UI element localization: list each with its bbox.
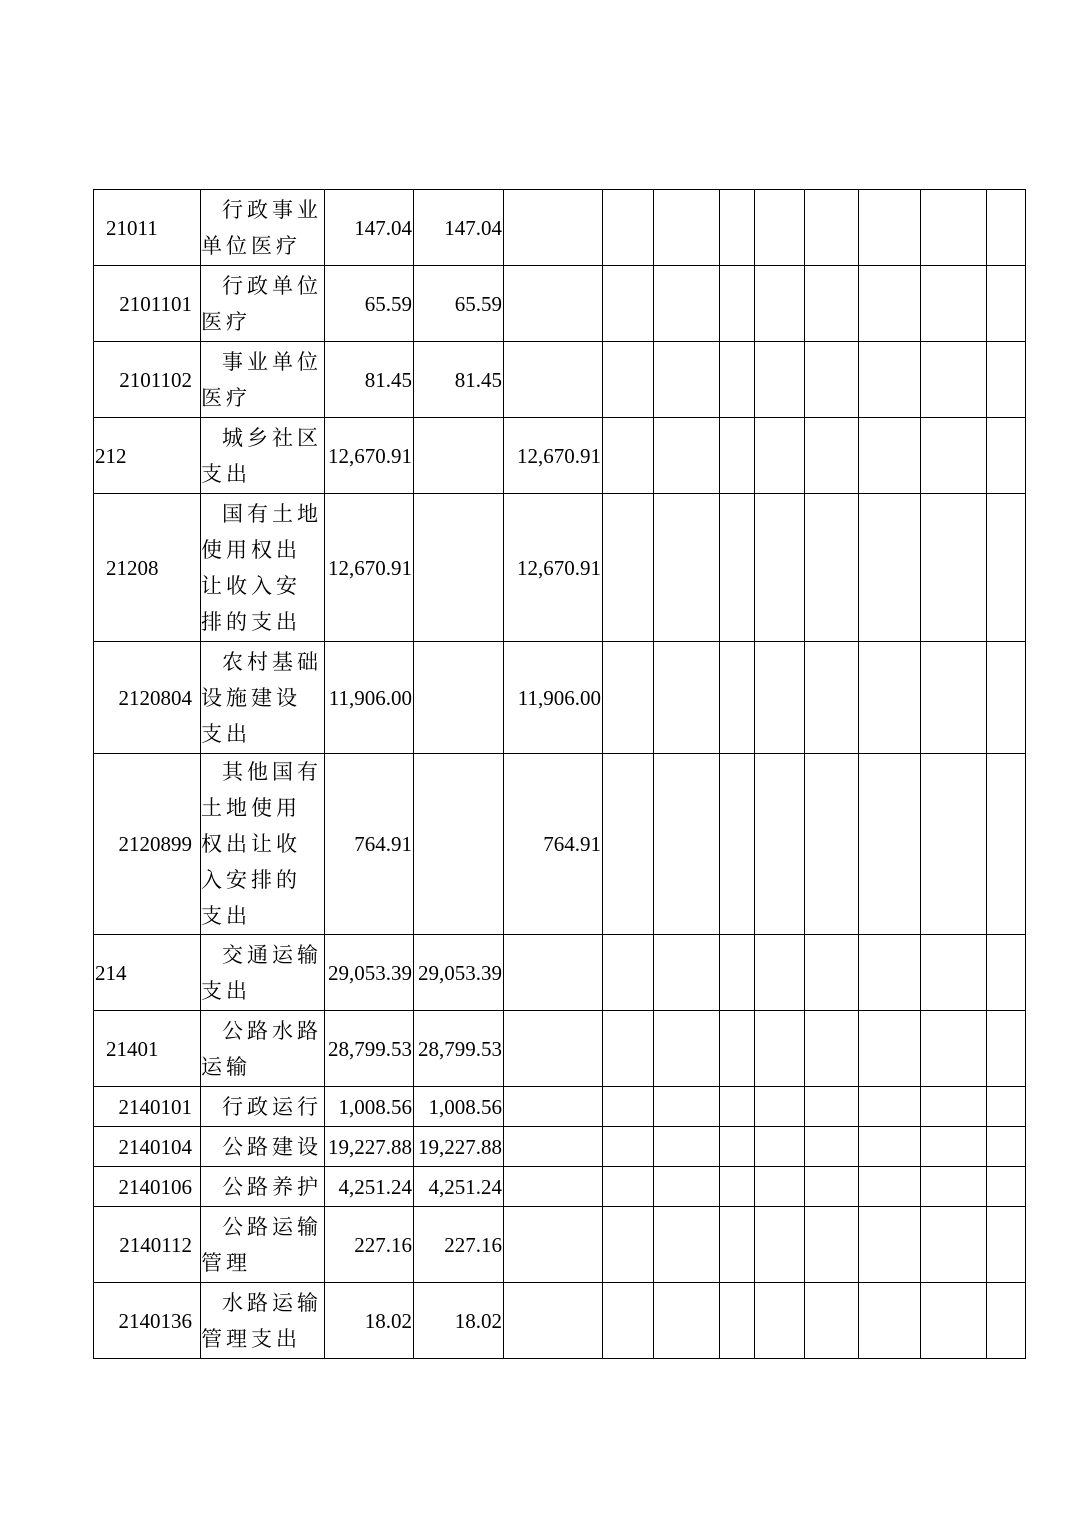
project-expenditure-cell	[504, 1087, 603, 1127]
total-amount-cell: 28,799.53	[325, 1011, 414, 1087]
empty-cell	[987, 190, 1026, 266]
table-row	[94, 190, 1026, 266]
empty-cell	[987, 754, 1026, 935]
total-amount-cell: 11,906.00	[325, 642, 414, 754]
empty-cell	[755, 1011, 805, 1087]
basic-expenditure-cell: 29,053.39	[414, 935, 504, 1011]
empty-cell	[859, 754, 921, 935]
empty-cell	[921, 494, 987, 642]
project-expenditure-cell	[504, 1283, 603, 1359]
empty-cell	[859, 342, 921, 418]
subject-code-cell: 2140106	[94, 1167, 201, 1207]
empty-cell	[720, 266, 755, 342]
subject-name-cell: 公路水路运输	[201, 1011, 325, 1087]
empty-cell	[654, 1127, 720, 1167]
project-expenditure-cell	[504, 1207, 603, 1283]
total-amount-cell: 1,008.56	[325, 1087, 414, 1127]
empty-cell	[720, 1167, 755, 1207]
table-row	[94, 642, 1026, 754]
empty-cell	[987, 494, 1026, 642]
empty-cell	[654, 1087, 720, 1127]
empty-cell	[755, 1207, 805, 1283]
subject-code-cell: 2140136	[94, 1283, 201, 1359]
empty-cell	[603, 1207, 654, 1283]
empty-cell	[921, 190, 987, 266]
table-row	[94, 1087, 1026, 1127]
total-amount-cell: 147.04	[325, 190, 414, 266]
empty-cell	[755, 494, 805, 642]
empty-cell	[654, 418, 720, 494]
empty-cell	[654, 1011, 720, 1087]
empty-cell	[720, 1087, 755, 1127]
empty-cell	[859, 642, 921, 754]
empty-cell	[755, 642, 805, 754]
table-row	[94, 418, 1026, 494]
empty-cell	[859, 1207, 921, 1283]
table-row	[94, 494, 1026, 642]
table-body	[94, 190, 1026, 1359]
empty-cell	[987, 642, 1026, 754]
empty-cell	[987, 1167, 1026, 1207]
subject-name-cell: 城乡社区支出	[201, 418, 325, 494]
empty-cell	[654, 190, 720, 266]
empty-cell	[603, 494, 654, 642]
table-row	[94, 342, 1026, 418]
basic-expenditure-cell	[414, 642, 504, 754]
subject-code-cell: 2120899	[94, 754, 201, 935]
project-expenditure-cell	[504, 1011, 603, 1087]
empty-cell	[921, 342, 987, 418]
subject-code-cell: 2120804	[94, 642, 201, 754]
empty-cell	[805, 1283, 859, 1359]
empty-cell	[805, 642, 859, 754]
project-expenditure-cell	[504, 190, 603, 266]
empty-cell	[987, 1283, 1026, 1359]
empty-cell	[805, 754, 859, 935]
empty-cell	[987, 266, 1026, 342]
empty-cell	[603, 1283, 654, 1359]
empty-cell	[987, 1127, 1026, 1167]
empty-cell	[720, 342, 755, 418]
project-expenditure-cell	[504, 1127, 603, 1167]
empty-cell	[755, 935, 805, 1011]
empty-cell	[987, 1207, 1026, 1283]
project-expenditure-cell: 764.91	[504, 754, 603, 935]
empty-cell	[755, 266, 805, 342]
empty-cell	[720, 935, 755, 1011]
empty-cell	[654, 1167, 720, 1207]
subject-name-cell: 其他国有土地使用权出让收入安排的支出	[201, 754, 325, 935]
empty-cell	[805, 1087, 859, 1127]
total-amount-cell: 4,251.24	[325, 1167, 414, 1207]
empty-cell	[654, 935, 720, 1011]
empty-cell	[654, 754, 720, 935]
basic-expenditure-cell: 65.59	[414, 266, 504, 342]
subject-code-cell: 212	[94, 418, 201, 494]
subject-name-cell: 公路建设	[201, 1127, 325, 1167]
subject-code-cell: 2140101	[94, 1087, 201, 1127]
empty-cell	[603, 190, 654, 266]
empty-cell	[805, 494, 859, 642]
empty-cell	[921, 935, 987, 1011]
empty-cell	[805, 1167, 859, 1207]
empty-cell	[654, 642, 720, 754]
empty-cell	[654, 342, 720, 418]
empty-cell	[987, 1087, 1026, 1127]
subject-code-cell: 2101101	[94, 266, 201, 342]
empty-cell	[755, 190, 805, 266]
empty-cell	[755, 1087, 805, 1127]
subject-name-cell: 行政事业单位医疗	[201, 190, 325, 266]
subject-name-cell: 交通运输支出	[201, 935, 325, 1011]
empty-cell	[720, 1127, 755, 1167]
empty-cell	[921, 1167, 987, 1207]
subject-name-cell: 行政运行	[201, 1087, 325, 1127]
empty-cell	[755, 342, 805, 418]
subject-code-cell: 21401	[94, 1011, 201, 1087]
basic-expenditure-cell	[414, 754, 504, 935]
empty-cell	[805, 266, 859, 342]
empty-cell	[859, 1087, 921, 1127]
empty-cell	[987, 1011, 1026, 1087]
empty-cell	[859, 1283, 921, 1359]
empty-cell	[921, 418, 987, 494]
table-row	[94, 1127, 1026, 1167]
total-amount-cell: 81.45	[325, 342, 414, 418]
empty-cell	[859, 266, 921, 342]
empty-cell	[859, 1011, 921, 1087]
basic-expenditure-cell: 28,799.53	[414, 1011, 504, 1087]
total-amount-cell: 12,670.91	[325, 494, 414, 642]
empty-cell	[603, 1011, 654, 1087]
empty-cell	[654, 494, 720, 642]
subject-code-cell: 214	[94, 935, 201, 1011]
subject-name-cell: 公路养护	[201, 1167, 325, 1207]
project-expenditure-cell	[504, 935, 603, 1011]
subject-name-cell: 农村基础设施建设支出	[201, 642, 325, 754]
empty-cell	[755, 754, 805, 935]
table-row	[94, 266, 1026, 342]
project-expenditure-cell	[504, 266, 603, 342]
total-amount-cell: 227.16	[325, 1207, 414, 1283]
empty-cell	[859, 1167, 921, 1207]
subject-code-cell: 21208	[94, 494, 201, 642]
empty-cell	[603, 418, 654, 494]
empty-cell	[859, 935, 921, 1011]
subject-name-cell: 公路运输管理	[201, 1207, 325, 1283]
project-expenditure-cell: 12,670.91	[504, 418, 603, 494]
basic-expenditure-cell	[414, 418, 504, 494]
empty-cell	[603, 342, 654, 418]
project-expenditure-cell: 11,906.00	[504, 642, 603, 754]
empty-cell	[603, 1087, 654, 1127]
table-row	[94, 754, 1026, 935]
empty-cell	[805, 418, 859, 494]
subject-name-cell: 事业单位医疗	[201, 342, 325, 418]
project-expenditure-cell	[504, 1167, 603, 1207]
empty-cell	[805, 190, 859, 266]
table-row	[94, 935, 1026, 1011]
empty-cell	[987, 935, 1026, 1011]
basic-expenditure-cell: 227.16	[414, 1207, 504, 1283]
total-amount-cell: 12,670.91	[325, 418, 414, 494]
empty-cell	[859, 190, 921, 266]
empty-cell	[921, 1207, 987, 1283]
empty-cell	[654, 1207, 720, 1283]
empty-cell	[755, 1167, 805, 1207]
table-row	[94, 1167, 1026, 1207]
empty-cell	[987, 418, 1026, 494]
basic-expenditure-cell: 19,227.88	[414, 1127, 504, 1167]
empty-cell	[987, 342, 1026, 418]
budget-table	[93, 189, 1026, 1359]
total-amount-cell: 65.59	[325, 266, 414, 342]
empty-cell	[805, 1207, 859, 1283]
empty-cell	[720, 642, 755, 754]
subject-code-cell: 2140112	[94, 1207, 201, 1283]
empty-cell	[720, 1283, 755, 1359]
subject-name-cell: 水路运输管理支出	[201, 1283, 325, 1359]
empty-cell	[859, 418, 921, 494]
total-amount-cell: 764.91	[325, 754, 414, 935]
basic-expenditure-cell: 18.02	[414, 1283, 504, 1359]
total-amount-cell: 18.02	[325, 1283, 414, 1359]
table-row	[94, 1011, 1026, 1087]
subject-name-cell: 国有土地使用权出让收入安排的支出	[201, 494, 325, 642]
empty-cell	[720, 494, 755, 642]
empty-cell	[805, 342, 859, 418]
empty-cell	[720, 418, 755, 494]
empty-cell	[720, 754, 755, 935]
basic-expenditure-cell: 1,008.56	[414, 1087, 504, 1127]
empty-cell	[603, 1127, 654, 1167]
empty-cell	[921, 642, 987, 754]
empty-cell	[755, 418, 805, 494]
basic-expenditure-cell: 147.04	[414, 190, 504, 266]
empty-cell	[859, 1127, 921, 1167]
empty-cell	[921, 1087, 987, 1127]
project-expenditure-cell: 12,670.91	[504, 494, 603, 642]
basic-expenditure-cell: 4,251.24	[414, 1167, 504, 1207]
subject-name-cell: 行政单位医疗	[201, 266, 325, 342]
table-row	[94, 1283, 1026, 1359]
empty-cell	[805, 1011, 859, 1087]
empty-cell	[805, 1127, 859, 1167]
empty-cell	[921, 754, 987, 935]
empty-cell	[603, 642, 654, 754]
empty-cell	[603, 935, 654, 1011]
empty-cell	[755, 1283, 805, 1359]
total-amount-cell: 29,053.39	[325, 935, 414, 1011]
basic-expenditure-cell: 81.45	[414, 342, 504, 418]
empty-cell	[720, 190, 755, 266]
empty-cell	[603, 1167, 654, 1207]
empty-cell	[859, 494, 921, 642]
table-row	[94, 1207, 1026, 1283]
empty-cell	[755, 1127, 805, 1167]
basic-expenditure-cell	[414, 494, 504, 642]
empty-cell	[921, 1011, 987, 1087]
empty-cell	[654, 266, 720, 342]
empty-cell	[921, 1283, 987, 1359]
empty-cell	[921, 1127, 987, 1167]
empty-cell	[720, 1207, 755, 1283]
subject-code-cell: 2140104	[94, 1127, 201, 1167]
subject-code-cell: 21011	[94, 190, 201, 266]
subject-code-cell: 2101102	[94, 342, 201, 418]
empty-cell	[603, 754, 654, 935]
empty-cell	[603, 266, 654, 342]
total-amount-cell: 19,227.88	[325, 1127, 414, 1167]
empty-cell	[921, 266, 987, 342]
project-expenditure-cell	[504, 342, 603, 418]
empty-cell	[654, 1283, 720, 1359]
empty-cell	[720, 1011, 755, 1087]
empty-cell	[805, 935, 859, 1011]
